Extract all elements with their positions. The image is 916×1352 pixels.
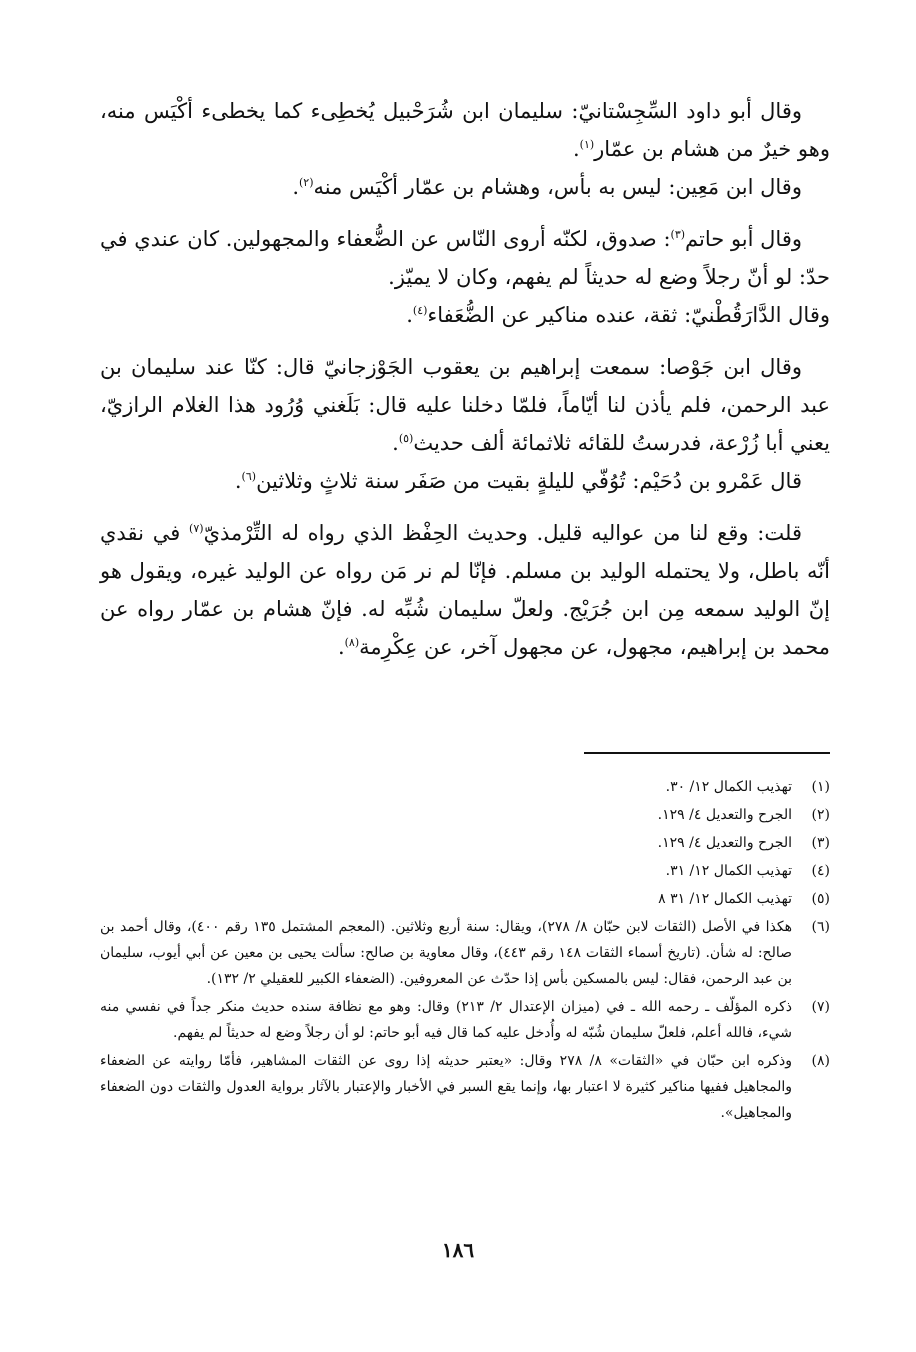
footnote-ref-6[interactable]: (٦) [241,470,257,483]
footnote-7 [100,994,830,1046]
footnote-text: الجرح والتعديل ٤/ ١٢٩. [657,807,792,823]
footnote-ref-1[interactable]: (١) [579,138,595,151]
footnote-text: ذكره المؤلّف ـ رحمه الله ـ في (ميزان الإعتدال ٢/ ٢١٣) وقال: وهو مع نظافة سنده حديث منكر جداً في نفسي منه شيء، فالله أعلم، فلعلّ سليمان شُبّه له وأُدخل عليه كما قال فيه أبو حاتم: لو أن رجلاً وضع له حديثاً لم يفهم. [100,999,792,1041]
paragraph-abu-hatim: وقال أبو حاتم$^{(٣)}$: صدوق، لكنّه أروى النّاس عن الضُّعفاء والمجهولين. كان عندي في حدّ: لو أنّ رجلاً وضع له حديثاً لم يفهم، وكان لا يميّز. [100,227,830,289]
footnote-text: وذكره ابن حبّان في «الثقات» ٨/ ٢٧٨ وقال: «يعتبر حديثه إذا روى عن الثقات المشاهير، فأمّا روايته عن الضعفاء والمجاهيل ففيها مناكير كثيرة لا اعتبار بها، وإنما يقع السبر في الأخبار والإعتبار بالآثار برواية العدول والثقات دون الضعفاء والمجاهيل». [100,1053,792,1121]
footnote-8 [100,1048,830,1126]
footnote-number: (٢) [811,807,830,823]
footnote-ref-8[interactable]: (٨) [344,636,360,649]
footnote-text: تهذيب الكمال ١٢/ ٣٠. [665,779,792,795]
footnote-ref-3[interactable]: (٣) [670,228,686,241]
footnote-number: (٣) [811,835,830,851]
paragraph-author-comment: قلت: وقع لنا من عواليه قليل. وحديث الحِفْظ الذي رواه له التِّرْمذيّ$^{(٧)}$ في نقدي أنّه باطل، ولا يحتمله الوليد بن مسلم. فإنّا لم نر مَن رواه عن الوليد غيره، ويقول هو إنّ الوليد سمعه مِن ابن جُرَيْج. ولعلّ سليمان شُبِّه له. فإنّ هشام بن عمّار رواه عن محمد بن إبراهيم، مجهول، عن مجهول آخر، عن عِكْرِمة$^{(٨)}$. [100,521,830,659]
paragraph-ibn-maeen: وقال ابن مَعِين: ليس به بأس، وهشام بن عمّار أكْيَس منه$^{(٢)}$. [292,175,802,199]
footnote-ref-4[interactable]: (٤) [412,304,428,317]
footnote-number: (١) [811,779,830,795]
footnote-number: (٦) [811,919,830,935]
paragraph-amr-duhaym: قال عَمْرو بن دُحَيْم: تُوُفّي لليلةٍ بقيت من صَفَر سنة ثلاثٍ وثلاثين$^{(٦)}$. [234,469,802,493]
footnote-4 [100,858,830,884]
page-number: ١٨٦ [441,1238,475,1262]
footnote-number: (٥) [811,891,830,907]
footnote-text: الجرح والتعديل ٤/ ١٢٩. [657,835,792,851]
main-text [100,92,830,666]
footnote-ref-2[interactable]: (٢) [299,176,314,189]
paragraph-ibn-jawsa: وقال ابن جَوْصا: سمعت إبراهيم بن يعقوب الجَوْزجانيّ قال: كنّا عند سليمان بن عبد الرحمن، فلم يأذن لنا أيّاماً، فلمّا دخلنا عليه قال: بَلَغني وُرُود هذا الغلام الرازيّ، يعني أبا زُرْعة، فدرستُ للقائه ثلاثمائة ألف حديث$^{(٥)}$. [100,355,830,455]
footnote-5 [100,886,830,912]
footnote-number: (٧) [811,999,830,1015]
footnote-text: تهذيب الكمال ١٢/ ٣١ ٨ [658,891,792,907]
footnote-ref-5[interactable]: (٥) [398,432,414,445]
footnote-6 [100,914,830,992]
footnote-number: (٤) [811,863,830,879]
footnote-1 [100,774,830,800]
footnote-ref-7[interactable]: (٧) [189,522,204,535]
paragraph-daraqutni: وقال الدَّارَقُطْنيّ: ثقة، عنده مناكير عن الضُّعَفاء$^{(٤)}$. [406,303,830,327]
footnote-number: (٨) [811,1053,830,1069]
footnote-text: تهذيب الكمال ١٢/ ٣١. [665,863,792,879]
footnote-text: هكذا في الأصل (الثقات لابن حبّان ٨/ ٢٧٨)، ويقال: سنة أربع وثلاثين. (المعجم المشتمل ١٣٥ رقم ٤٠٠)، وقال أحمد بن صالح: له شأن. (تاريخ أسماء الثقات ١٤٨ رقم ٤٤٣)، وقال معاوية بن صالح: سألت يحيى بن معين عن أبي أيوب، سليمان بن عبد الرحمن، فقال: ليس بالمسكين بأس إذا حدّث عن المعروفين. (الضعفاء الكبير للعقيلي ٢/ ١٣٢). [100,919,793,987]
footnote-3 [100,830,830,856]
footnotes [100,774,830,1128]
paragraph-abu-dawud: وقال أبو داود السِّجِسْتانيّ: سليمان ابن شُرَحْبيل يُخطِىء كما يخطىء أكْيَس منه، وهو خيرٌ من هشام بن عمّار$^{(١)}$. [100,99,830,161]
footnote-2 [100,802,830,828]
footnote-separator [584,752,830,754]
